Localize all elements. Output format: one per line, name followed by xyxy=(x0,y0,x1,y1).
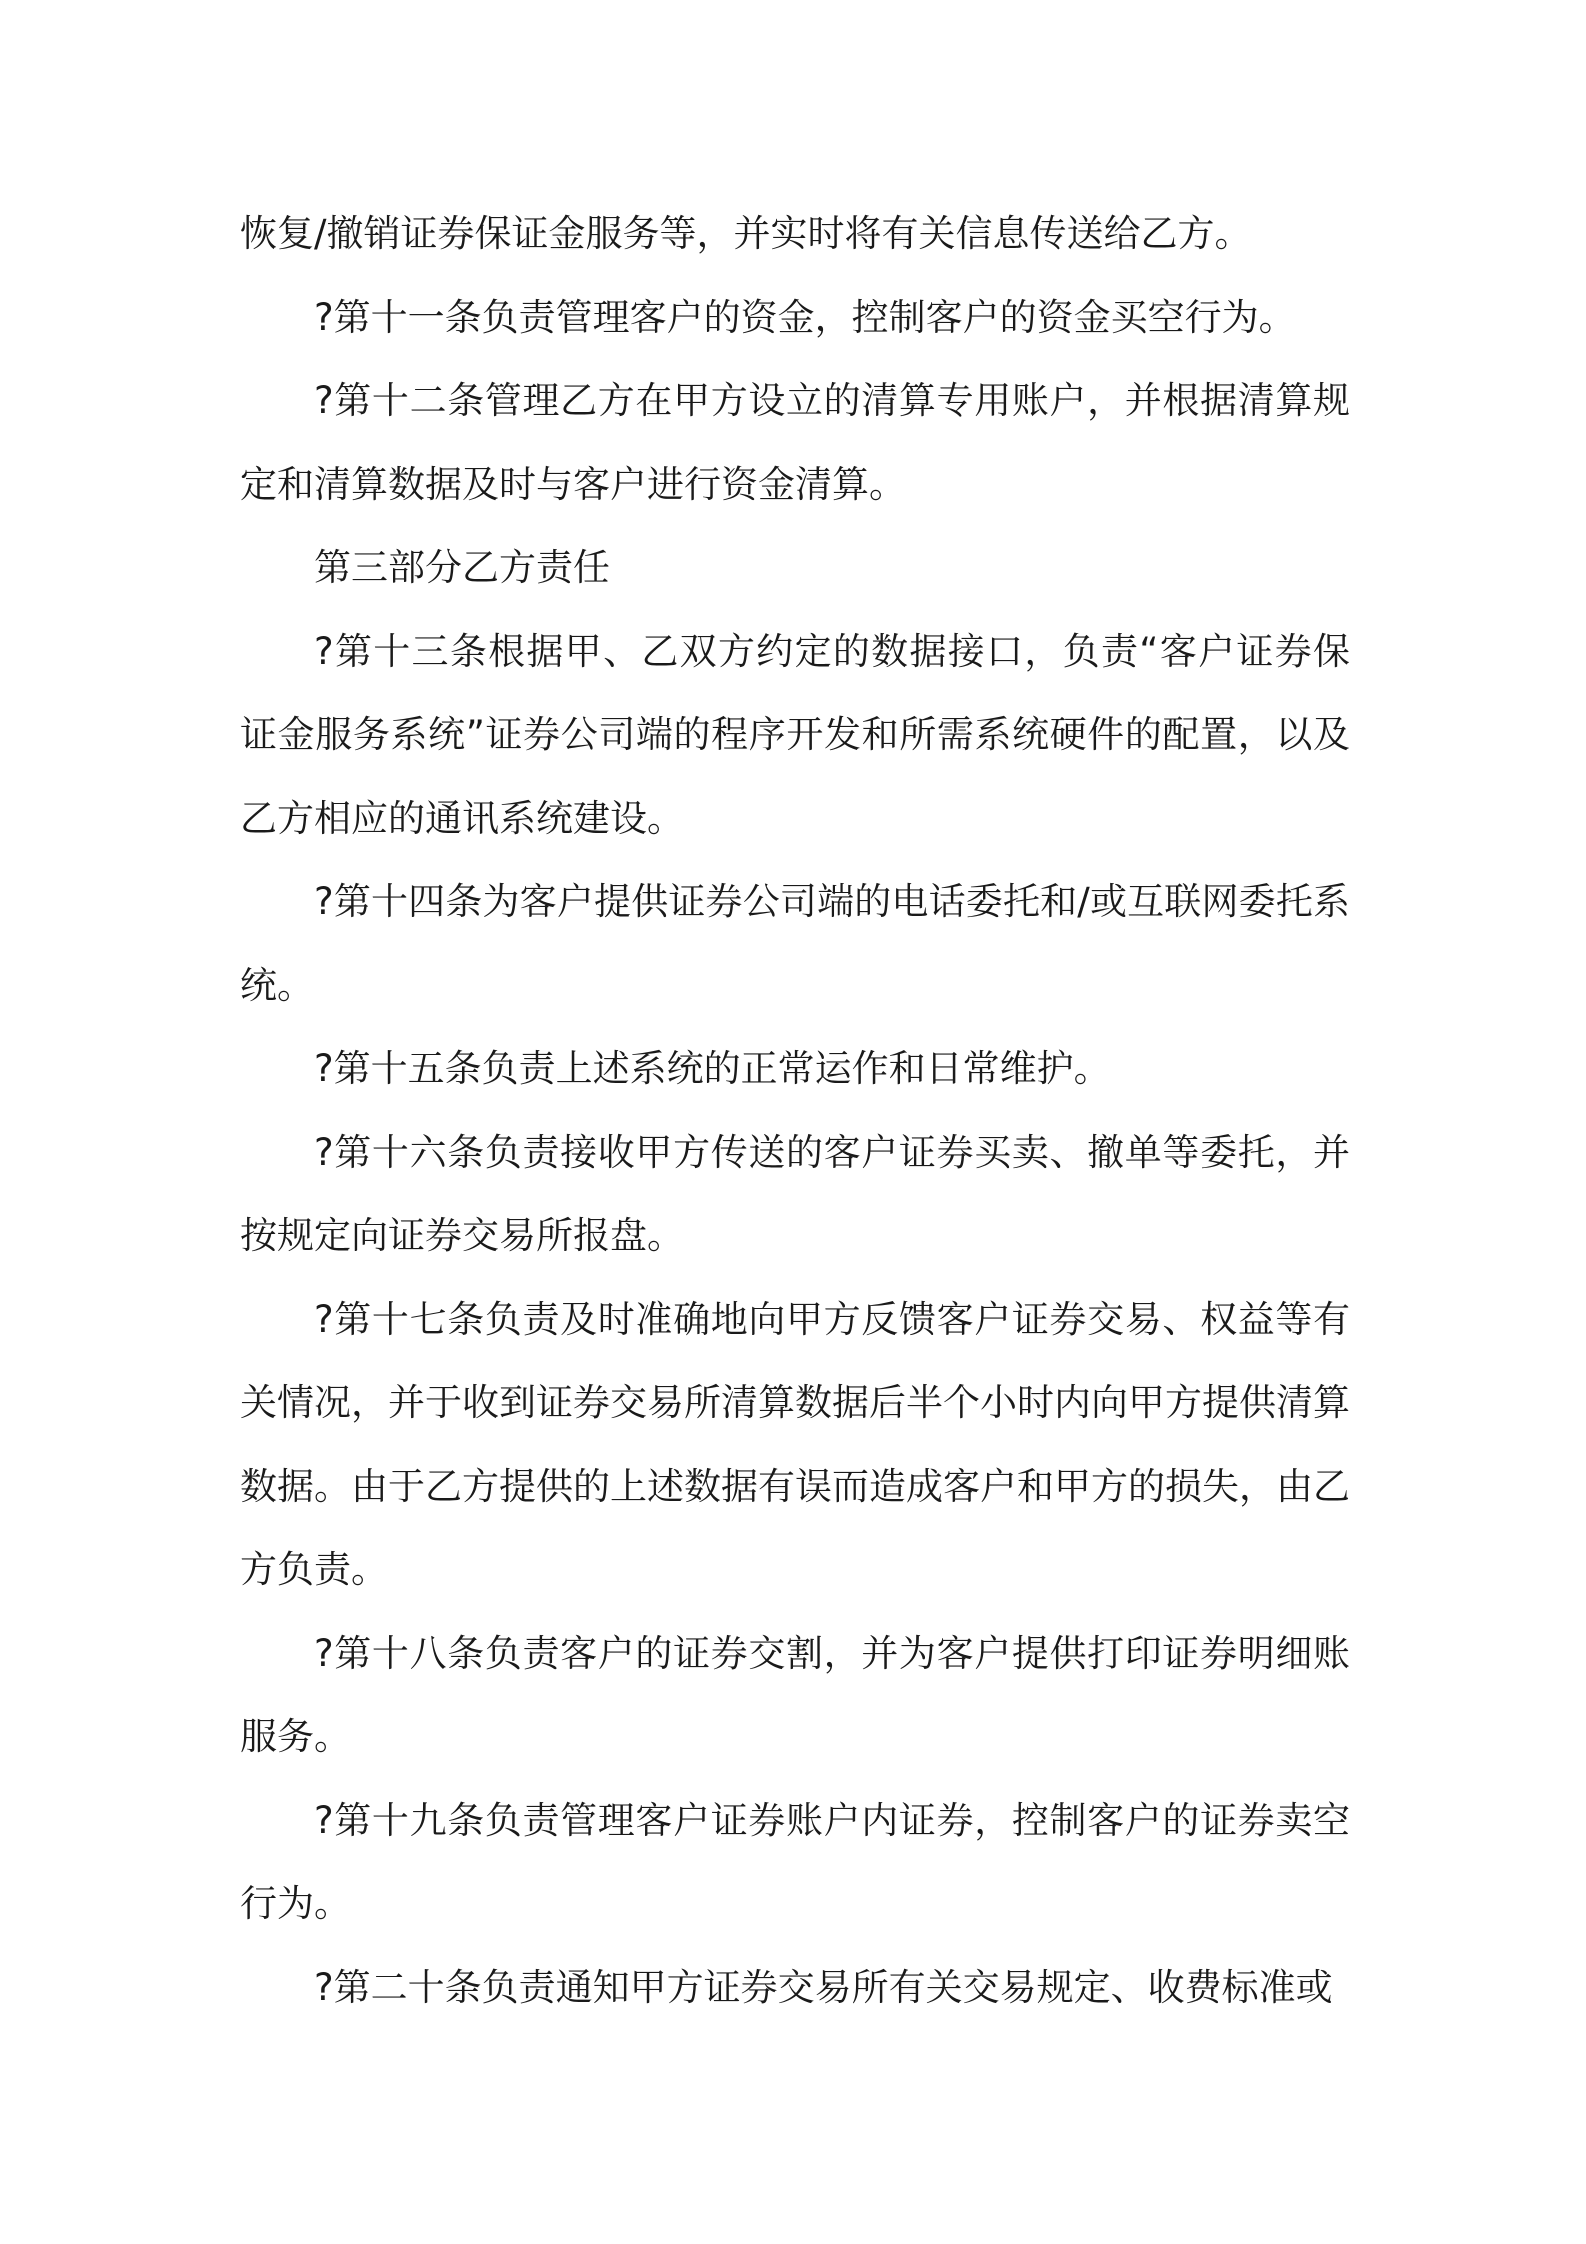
paragraph: ?第二十条负责通知甲方证券交易所有关交易规定、收费标准或 xyxy=(314,1965,1333,2009)
section-heading: 第三部分乙方责任 xyxy=(314,546,610,589)
paragraph: ?第十三条根据甲、乙双方约定的数据接口，负责“客户证券保证金服务系统”证券公司端的程序开发和所需系统硬件的配置，以及乙方相应的通讯系统建设。 xyxy=(240,629,1350,840)
paragraph: ?第十七条负责及时准确地向甲方反馈客户证券交易、权益等有关情况，并于收到证券交易所清算数据后半个小时内向甲方提供清算数据。由于乙方提供的上述数据有误而造成客户和甲方的损失，由乙方负责。 xyxy=(240,1297,1350,1591)
paragraph: ?第十五条负责上述系统的正常运作和日常维护。 xyxy=(314,1047,1111,1090)
document-body xyxy=(240,192,1350,2029)
paragraph: 恢复/撤销证券保证金服务等，并实时将有关信息传送给乙方。 xyxy=(240,212,1252,255)
paragraph: ?第十四条为客户提供证券公司端的电话委托和/或互联网委托系统。 xyxy=(240,880,1350,1007)
paragraph: ?第十一条负责管理客户的资金，控制客户的资金买空行为。 xyxy=(314,295,1296,339)
paragraph: ?第十八条负责客户的证券交割，并为客户提供打印证券明细账服务。 xyxy=(240,1631,1350,1758)
paragraph: ?第十六条负责接收甲方传送的客户证券买卖、撤单等委托，并按规定向证券交易所报盘。 xyxy=(240,1130,1350,1257)
paragraph: ?第十九条负责管理客户证券账户内证券，控制客户的证券卖空行为。 xyxy=(240,1798,1350,1925)
paragraph: ?第十二条管理乙方在甲方设立的清算专用账户，并根据清算规定和清算数据及时与客户进行资金清算。 xyxy=(240,379,1350,506)
